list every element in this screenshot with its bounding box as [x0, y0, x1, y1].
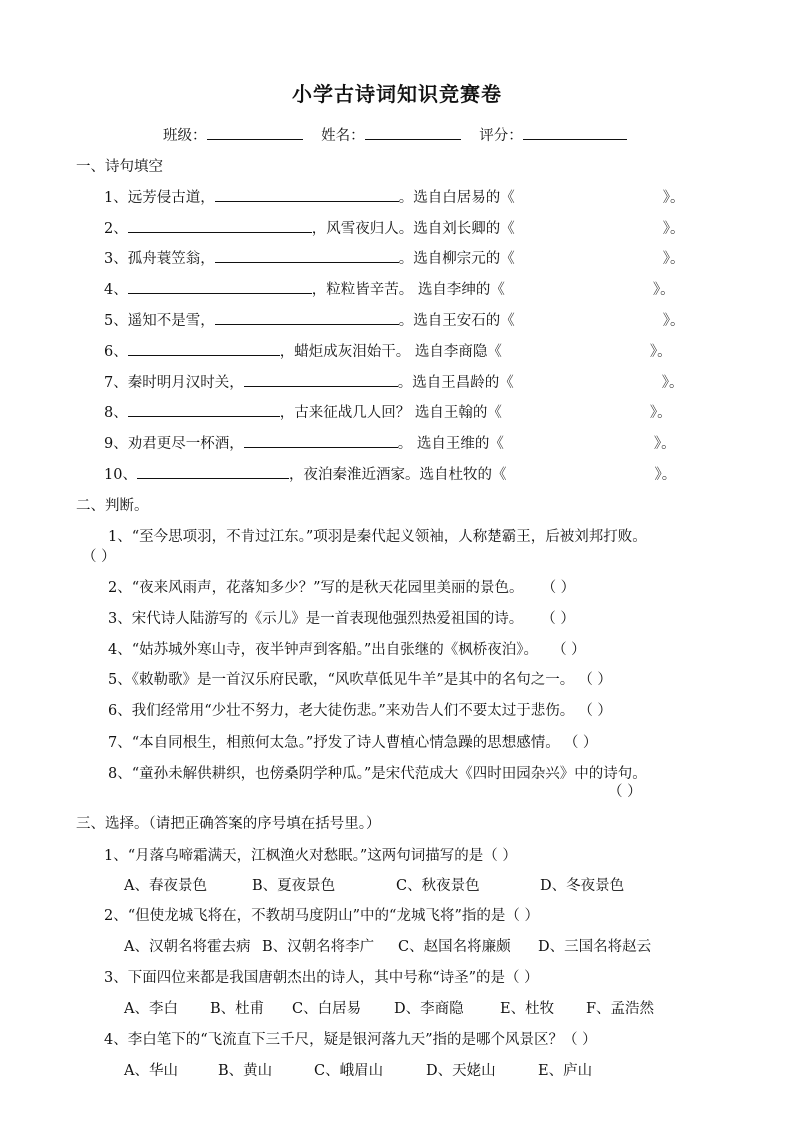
option[interactable]: E、杜牧	[500, 1001, 555, 1017]
fill-blank[interactable]	[215, 188, 399, 202]
option[interactable]: A、李白	[124, 1001, 178, 1017]
option[interactable]: C、秋夜景色	[396, 878, 480, 894]
item-source: ，夜泊秦淮近酒家。选自杜牧的《	[288, 467, 507, 483]
fill-item-1	[104, 186, 684, 207]
fill-blank[interactable]	[137, 465, 289, 479]
name-blank[interactable]	[365, 126, 461, 140]
item-source: 。选自柳宗元的《	[398, 251, 515, 267]
fill-item-8	[104, 401, 672, 422]
fill-blank[interactable]	[128, 219, 312, 233]
fill-item-7	[104, 371, 683, 392]
judge-item-5	[108, 668, 612, 689]
item-number: 6、	[104, 344, 128, 360]
judge-answer-paren[interactable]: （ ）	[578, 703, 612, 719]
page-title: 小学古诗词知识竞赛卷	[292, 82, 502, 106]
option[interactable]: A、华山	[124, 1063, 178, 1079]
student-info-row	[163, 124, 641, 145]
judge-answer-paren[interactable]: （ ）	[541, 580, 576, 596]
item-source: ，风雪夜归人。选自刘长卿的《	[311, 221, 515, 237]
item-source: ，粒粒皆辛苦。 选自李绅的《	[311, 282, 505, 298]
judge-item-6	[108, 699, 612, 720]
item-number: 4、	[104, 282, 128, 298]
option[interactable]: D、冬夜景色	[540, 878, 625, 894]
fill-item-2	[104, 217, 684, 238]
fill-blank[interactable]	[128, 403, 280, 417]
judge-item-4	[108, 638, 586, 659]
option[interactable]: B、夏夜景色	[252, 878, 336, 894]
option[interactable]: A、汉朝名将霍去病	[124, 939, 251, 955]
fill-blank[interactable]	[244, 373, 398, 387]
item-source: 。选自王昌龄的《	[397, 375, 514, 391]
item-end: 》。	[649, 344, 672, 360]
class-blank[interactable]	[207, 126, 303, 140]
judge-answer-paren[interactable]: （ ）	[608, 784, 642, 800]
name-label: 姓名：	[321, 128, 365, 144]
option[interactable]: B、汉朝名将李广	[262, 939, 375, 955]
judge-text: 4、“姑苏城外寒山寺，夜半钟声到客船。”出自张继的《枫桥夜泊》。	[108, 642, 539, 658]
judge-answer-paren[interactable]: （ ）	[578, 672, 612, 688]
option[interactable]: E、庐山	[538, 1063, 593, 1079]
option[interactable]: C、白居易	[292, 1001, 362, 1017]
option[interactable]: D、天姥山	[426, 1063, 496, 1079]
choice-question-4: 4、李白笔下的“飞流直下三千尺，疑是银河落九天”指的是哪个风景区？（ ）	[104, 1032, 597, 1048]
fill-blank[interactable]	[215, 249, 399, 263]
section3-heading: 三、选择。（请把正确答案的序号填在括号里。）	[76, 816, 381, 832]
option[interactable]: C、峨眉山	[314, 1063, 384, 1079]
fill-item-3	[104, 247, 684, 268]
item-source: ，古来征战几人回？ 选自王翰的《	[279, 405, 502, 421]
score-field	[479, 124, 627, 145]
item-number: 9、	[104, 436, 128, 452]
fill-item-4	[104, 278, 675, 299]
item-prefix: 远芳侵古道，	[127, 190, 215, 206]
section1-heading: 一、诗句填空	[76, 159, 163, 175]
item-end: 》。	[652, 282, 675, 298]
choice-question-3: 3、下面四位来都是我国唐朝杰出的诗人，其中号称“诗圣”的是（ ）	[104, 970, 539, 986]
item-end: 》。	[662, 190, 685, 206]
judge-text: 2、“夜来风雨声，花落知多少？”写的是秋天花园里美丽的景色。	[108, 580, 524, 596]
judge-item-8: 8、“童孙未解供耕织，也傍桑阴学种瓜。”是宋代范成大《四时田园杂兴》中的诗句。	[108, 766, 647, 782]
item-end: 》。	[662, 251, 685, 267]
item-number: 10、	[104, 467, 137, 483]
judge-item-3	[108, 607, 575, 628]
item-number: 2、	[104, 221, 128, 237]
judge-item-7	[108, 731, 597, 752]
option[interactable]: D、三国名将赵云	[538, 939, 652, 955]
item-number: 3、	[104, 251, 128, 267]
judge-text: 6、我们经常用“少壮不努力，老大徒伤悲。”来劝告人们不要太过于悲伤。	[108, 703, 575, 719]
judge-item-2	[108, 576, 575, 597]
fill-blank[interactable]	[244, 434, 398, 448]
fill-item-6	[104, 340, 672, 361]
item-prefix: 孤舟蓑笠翁，	[127, 251, 215, 267]
judge-answer-paren[interactable]: （ ）	[82, 549, 116, 565]
judge-answer-paren[interactable]: （ ）	[552, 642, 586, 658]
item-source: 。 选自王维的《	[397, 436, 504, 452]
choice-question-2: 2、“但使龙城飞将在，不教胡马度阴山”中的“龙城飞将”指的是（ ）	[104, 908, 539, 924]
fill-item-9	[104, 432, 676, 453]
item-prefix: 秦时明月汉时关，	[127, 375, 244, 391]
choice-question-1: 1、“月落乌啼霜满天，江枫渔火对愁眠。”这两句词描写的是（ ）	[104, 848, 517, 864]
class-field	[163, 124, 303, 145]
item-number: 8、	[104, 405, 128, 421]
item-prefix: 遥知不是雪，	[127, 313, 215, 329]
option[interactable]: A、春夜景色	[124, 878, 207, 894]
name-field	[321, 124, 461, 145]
judge-answer-paren[interactable]: （ ）	[563, 735, 598, 751]
score-label: 评分：	[479, 128, 523, 144]
item-end: 》。	[662, 313, 685, 329]
item-end: 》。	[653, 436, 676, 452]
judge-text: 7、“本自同根生，相煎何太急。”抒发了诗人曹植心情急躁的思想感情。	[108, 735, 560, 751]
fill-item-5	[104, 309, 684, 330]
judge-text: 3、宋代诗人陆游写的《示儿》是一首表现他强烈热爱祖国的诗。	[108, 611, 524, 627]
item-end: 》。	[661, 375, 684, 391]
option[interactable]: C、赵国名将廉颇	[398, 939, 511, 955]
judge-item-1: 1、“至今思项羽，不肯过江东。”项羽是秦代起义领袖，人称楚霸王，后被刘邦打败。	[108, 529, 647, 545]
item-source: 。选自白居易的《	[398, 190, 515, 206]
judge-answer-paren[interactable]: （ ）	[541, 611, 575, 627]
item-end: 》。	[649, 405, 672, 421]
fill-blank[interactable]	[128, 280, 312, 294]
fill-blank[interactable]	[128, 342, 280, 356]
item-number: 1、	[104, 190, 128, 206]
score-blank[interactable]	[523, 126, 627, 140]
item-prefix: 劝君更尽一杯酒，	[127, 436, 244, 452]
item-number: 5、	[104, 313, 128, 329]
item-number: 7、	[104, 375, 128, 391]
fill-blank[interactable]	[215, 311, 399, 325]
section2-heading: 二、判断。	[76, 498, 149, 514]
option[interactable]: B、黄山	[218, 1063, 273, 1079]
class-label: 班级：	[163, 128, 207, 144]
item-source: 。选自王安石的《	[398, 313, 515, 329]
option[interactable]: D、李商隐	[394, 1001, 464, 1017]
item-source: ，蜡炬成灰泪始干。 选自李商隐《	[279, 344, 502, 360]
judge-text: 5、《敕勒歌》是一首汉乐府民歌，“风吹草低见牛羊”是其中的名句之一。	[108, 672, 575, 688]
item-end: 》。	[662, 221, 685, 237]
option[interactable]: F、孟浩然	[586, 1001, 655, 1017]
fill-item-10	[104, 463, 676, 484]
item-end: 》。	[654, 467, 677, 483]
option[interactable]: B、杜甫	[210, 1001, 265, 1017]
